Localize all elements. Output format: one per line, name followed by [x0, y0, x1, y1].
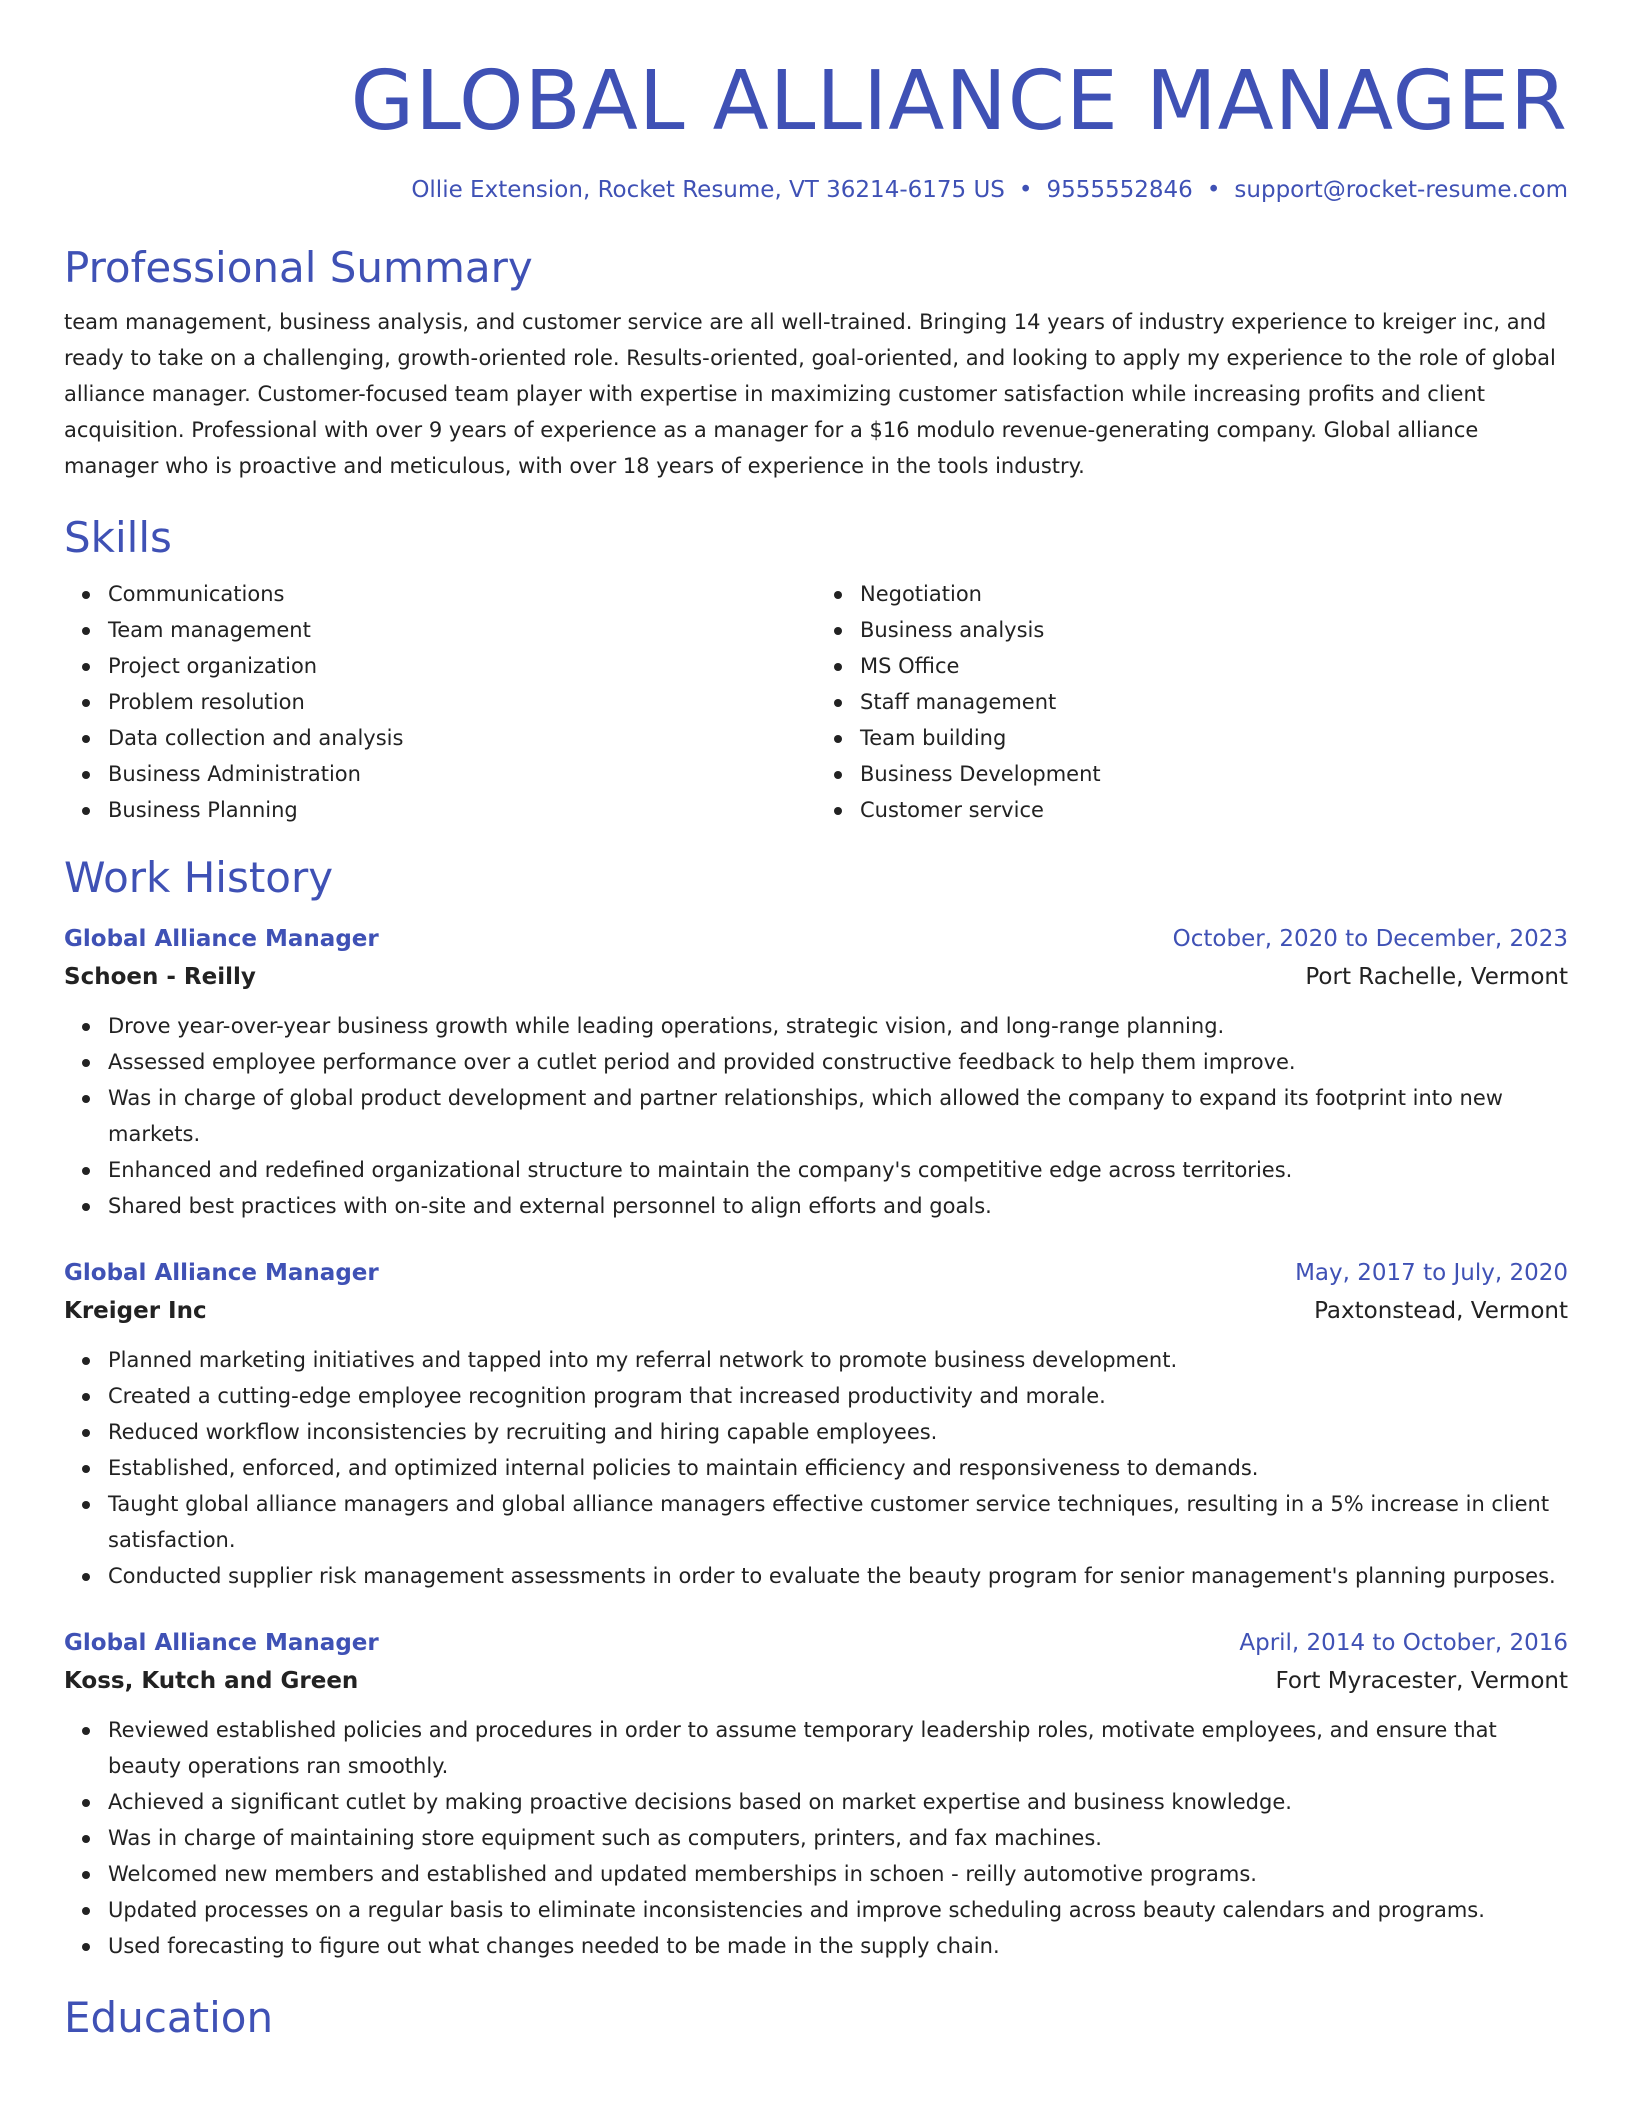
contact-separator: •: [1018, 177, 1033, 203]
job-company: Kreiger Inc: [64, 1298, 207, 1324]
job-location: Paxtonstead, Vermont: [1314, 1298, 1568, 1324]
skills-list: [64, 576, 1568, 828]
job-bullet: Reduced workflow inconsistencies by recruiting and hiring capable employees.: [108, 1414, 1568, 1450]
job-bullet: Was in charge of maintaining store equipment such as computers, printers, and fax machines.: [108, 1820, 1568, 1856]
resume-page: [64, 0, 1568, 2046]
skills-column-left: [64, 576, 816, 828]
job-bullet: Welcomed new members and established and updated memberships in schoen - reilly automotive programs.: [108, 1856, 1568, 1892]
education-heading: Education: [64, 1993, 274, 2042]
work-history-heading: Work History: [64, 853, 334, 902]
job-location: Port Rachelle, Vermont: [1305, 964, 1568, 990]
skill-item: Business analysis: [860, 612, 1568, 648]
job-dates: October, 2020 to December, 2023: [1172, 926, 1568, 952]
contact-separator: •: [1206, 177, 1221, 203]
skill-item: Negotiation: [860, 576, 1568, 612]
skills-heading: Skills: [64, 513, 172, 562]
job-bullet: Achieved a significant cutlet by making proactive decisions based on market expertise and business knowledge.: [108, 1784, 1568, 1820]
job-bullet: Used forecasting to figure out what changes needed to be made in the supply chain.: [108, 1928, 1568, 1964]
skill-item: Customer service: [860, 792, 1568, 828]
job-bullet: Enhanced and redefined organizational structure to maintain the company's competitive edge across territories.: [108, 1152, 1568, 1188]
skill-item: Communications: [108, 576, 816, 612]
job-bullet: Taught global alliance managers and global alliance managers effective customer service techniques, resulting in a 5% increase in client satisfaction.: [108, 1486, 1568, 1558]
job-bullets: [64, 1008, 1568, 1224]
skill-item: Project organization: [108, 648, 816, 684]
skill-item: Problem resolution: [108, 684, 816, 720]
skill-item: Business Administration: [108, 756, 816, 792]
skill-item: Team building: [860, 720, 1568, 756]
skill-item: Business Development: [860, 756, 1568, 792]
job-title: Global Alliance Manager: [64, 1260, 379, 1286]
contact-address: Ollie Extension, Rocket Resume, VT 36214-6175 US: [411, 177, 1005, 203]
summary-text: team management, business analysis, and customer service are all well-trained. Bringing 14 years of industry experience to kreiger inc, and ready to take on a challenging, growth-oriented role. Results-oriented, goal-oriented, and looking to apply my experience to the role of global alliance manager. Customer-focused team player with expertise in maximizing customer satisfaction while increasing profits and client acquisition. Professional with over 9 years of experience as a manager for a $16 modulo revenue-generating company. Global alliance manager who is proactive and meticulous, with over 18 years of experience in the tools industry.: [64, 310, 1556, 478]
job-location: Fort Myracester, Vermont: [1275, 1668, 1568, 1694]
skills-column-right: [816, 576, 1568, 828]
job-company: Koss, Kutch and Green: [64, 1668, 359, 1694]
job-bullet: Drove year-over-year business growth while leading operations, strategic vision, and long-range planning.: [108, 1008, 1568, 1044]
summary-heading: Professional Summary: [64, 243, 533, 292]
job-bullet: Shared best practices with on-site and external personnel to align efforts and goals.: [108, 1188, 1568, 1224]
job-dates: May, 2017 to July, 2020: [1295, 1260, 1568, 1286]
skill-item: Staff management: [860, 684, 1568, 720]
job-entry: [64, 1254, 1568, 1594]
job-bullet: Planned marketing initiatives and tapped into my referral network to promote business development.: [108, 1342, 1568, 1378]
job-bullets: [64, 1342, 1568, 1594]
job-bullets: [64, 1712, 1568, 1964]
skill-item: Business Planning: [108, 792, 816, 828]
job-bullet: Reviewed established policies and procedures in order to assume temporary leadership roles, motivate employees, and ensure that beauty operations ran smoothly.: [108, 1712, 1568, 1784]
job-bullet: Assessed employee performance over a cutlet period and provided constructive feedback to help them improve.: [108, 1044, 1568, 1080]
contact-phone: 9555552846: [1046, 177, 1193, 203]
skill-item: MS Office: [860, 648, 1568, 684]
job-entry: [64, 920, 1568, 1224]
job-company: Schoen - Reilly: [64, 964, 256, 990]
job-dates: April, 2014 to October, 2016: [1239, 1630, 1568, 1656]
job-bullet: Established, enforced, and optimized internal policies to maintain efficiency and responsiveness to demands.: [108, 1450, 1568, 1486]
job-bullet: Created a cutting-edge employee recognition program that increased productivity and morale.: [108, 1378, 1568, 1414]
job-title: Global Alliance Manager: [64, 1630, 379, 1656]
skill-item: Team management: [108, 612, 816, 648]
job-title: Global Alliance Manager: [64, 926, 379, 952]
resume-name: GLOBAL ALLIANCE MANAGER: [350, 54, 1568, 149]
job-bullet: Was in charge of global product development and partner relationships, which allowed the company to expand its footprint into new markets.: [108, 1080, 1568, 1152]
job-entry: [64, 1624, 1568, 1964]
contact-email: support@rocket-resume.com: [1234, 177, 1568, 203]
job-bullet: Conducted supplier risk management assessments in order to evaluate the beauty program for senior management's planning purposes.: [108, 1558, 1568, 1594]
skill-item: Data collection and analysis: [108, 720, 816, 756]
job-bullet: Updated processes on a regular basis to eliminate inconsistencies and improve scheduling across beauty calendars and programs.: [108, 1892, 1568, 1928]
contact-line: [64, 174, 1568, 206]
